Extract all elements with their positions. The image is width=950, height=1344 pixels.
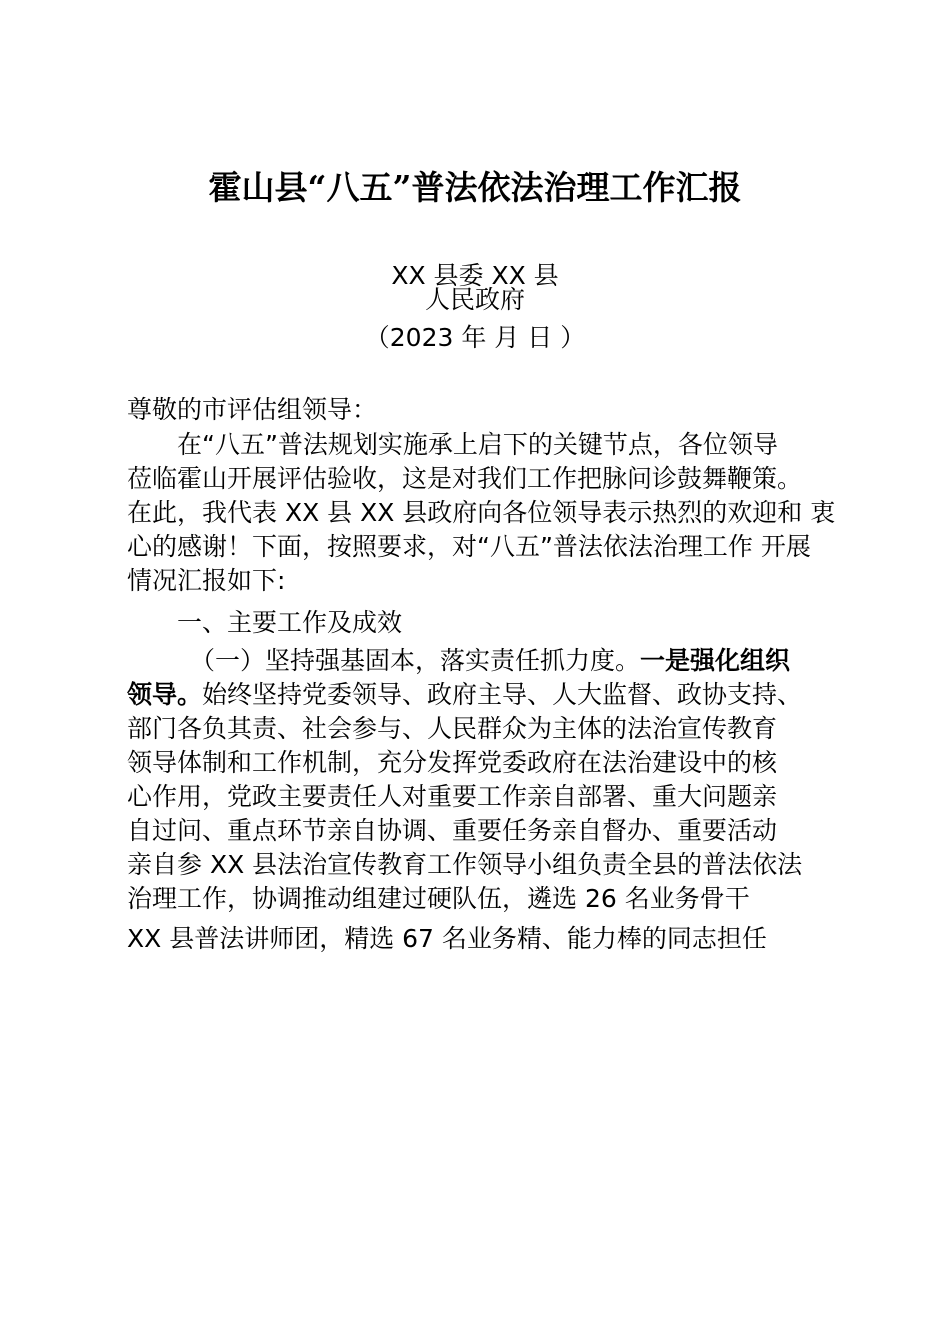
body-line-5: 亲自参 XX 县法治宣传教育工作领导小组负责全县的普法依法	[127, 850, 803, 879]
author-line-1: XX 县委 XX 县	[391, 261, 559, 290]
author-line-2: 人民政府	[424, 285, 525, 314]
intro-line-1: 在“八五”普法规划实施承上启下的关键节点，各位领导	[177, 430, 778, 459]
body-line-2: 领导体制和工作机制，充分发挥党委政府在法治建设中的核	[127, 748, 778, 777]
body-line-4: 自过问、重点环节亲自协调、重要任务亲自督办、重要活动	[127, 816, 778, 845]
section-1-heading: 一、主要工作及成效	[177, 608, 403, 637]
body-line-3: 心作用，党政主要责任人对重要工作亲自部署、重大问题亲	[127, 782, 778, 811]
point-1-text: 始终坚持党委领导、政府主导、人大监督、政协支持、	[202, 680, 803, 709]
point-1-bold-a: 一是强化组织	[640, 646, 791, 675]
subsection-1-line-1	[190, 644, 920, 678]
salutation: 尊敬的市评估组领导：	[127, 395, 378, 424]
subsection-1-line-2	[127, 678, 857, 712]
intro-line-2: 莅临霍山开展评估验收，这是对我们工作把脉问诊鼓舞鞭策。	[127, 464, 803, 493]
body-line-1: 部门各负其责、社会参与、人民群众为主体的法治宣传教育	[127, 714, 778, 743]
intro-line-5: 情况汇报如下:	[127, 566, 286, 595]
body-line-7: XX 县普法讲师团，精选 67 名业务精、能力棒的同志担任	[127, 924, 767, 953]
body-line-6: 治理工作，协调推动组建过硬队伍，遴选 26 名业务骨干	[127, 884, 750, 913]
document-title: 霍山县“八五”普法依法治理工作汇报	[208, 168, 742, 207]
intro-line-3: 在此，我代表 XX 县 XX 县政府向各位领导表示热烈的欢迎和 衷	[127, 498, 836, 527]
date-line: （2023 年 月 日 ）	[364, 323, 586, 352]
subsection-1-heading: （一）坚持强基固本，落实责任抓力度。	[190, 646, 641, 675]
point-1-bold-b: 领导。	[127, 680, 203, 709]
intro-line-4: 心的感谢！下面，按照要求，对“八五”普法依法治理工作 开展	[127, 532, 811, 561]
